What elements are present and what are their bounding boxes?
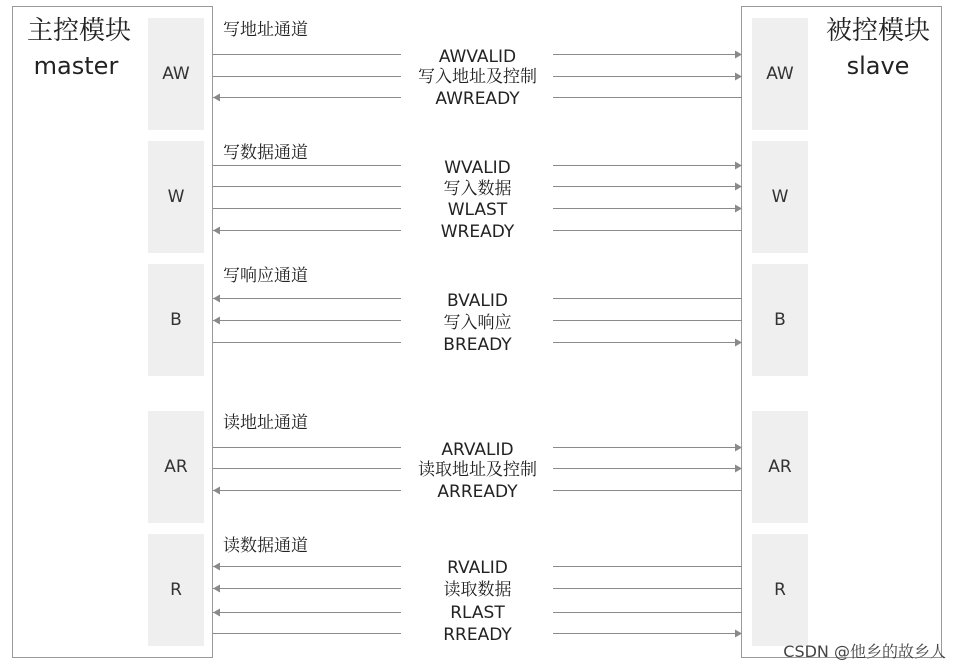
signal-label-wready: WREADY [440, 222, 515, 242]
signal-label-wvalid: WVALID [444, 158, 511, 178]
channel-title-aw: 写地址通道 [223, 20, 308, 40]
slave-title: 被控模块 [825, 16, 930, 46]
slave-subtitle: slave [846, 52, 910, 80]
slave-block-aw: AW [752, 18, 808, 130]
arrow-b-2-head [735, 339, 742, 347]
signal-label-awvalid: AWVALID [438, 47, 517, 67]
signal-label-rready: RREADY [443, 625, 512, 645]
signal-label-w-data: 写入数据 [443, 179, 512, 199]
master-title: 主控模块 [26, 16, 131, 46]
signal-label-ar-addr: 读取地址及控制 [418, 460, 537, 480]
signal-label-r-data: 读取数据 [443, 580, 512, 600]
channel-title-r: 读数据通道 [223, 536, 308, 556]
arrow-aw-0-head [735, 51, 742, 59]
master-block-ar: AR [148, 411, 204, 523]
arrow-w-1-head [735, 183, 742, 191]
master-block-aw: AW [148, 18, 204, 130]
master-block-b: B [148, 264, 204, 376]
master-subtitle: master [33, 52, 119, 80]
arrow-w-2-head [735, 205, 742, 213]
arrow-ar-0-head [735, 444, 742, 452]
master-block-r: R [148, 534, 204, 646]
signal-label-bready: BREADY [443, 335, 512, 355]
channel-title-b: 写响应通道 [223, 266, 308, 286]
signal-label-arready: ARREADY [437, 482, 518, 502]
signal-label-awready: AWREADY [435, 89, 520, 109]
master-block-w: W [148, 141, 204, 253]
slave-block-r: R [752, 534, 808, 646]
signal-label-rlast: RLAST [450, 603, 505, 623]
arrow-r-1-head [213, 585, 220, 593]
channel-title-ar: 读地址通道 [223, 413, 308, 433]
signal-label-aw-addr: 写入地址及控制 [418, 67, 537, 87]
arrow-ar-1-head [735, 465, 742, 473]
signal-label-b-resp: 写入响应 [443, 313, 512, 333]
arrow-w-3-head [213, 227, 220, 235]
slave-block-w: W [752, 141, 808, 253]
arrow-r-2-head [213, 609, 220, 617]
channel-title-w: 写数据通道 [223, 143, 308, 163]
arrow-aw-1-head [735, 73, 742, 81]
arrow-ar-2-head [213, 487, 220, 495]
slave-block-b: B [752, 264, 808, 376]
arrow-r-3-head [735, 630, 742, 638]
signal-label-bvalid: BVALID [447, 291, 508, 311]
arrow-aw-2-head [213, 94, 220, 102]
watermark: CSDN @他乡的故乡人 [783, 642, 946, 661]
arrow-r-0-head [213, 563, 220, 571]
arrow-w-0-head [735, 162, 742, 170]
arrow-b-0-head [213, 295, 220, 303]
arrow-b-1-head [213, 317, 220, 325]
slave-block-ar: AR [752, 411, 808, 523]
signal-label-rvalid: RVALID [447, 558, 508, 578]
signal-label-arvalid: ARVALID [441, 440, 514, 460]
signal-label-wlast: WLAST [447, 200, 508, 220]
